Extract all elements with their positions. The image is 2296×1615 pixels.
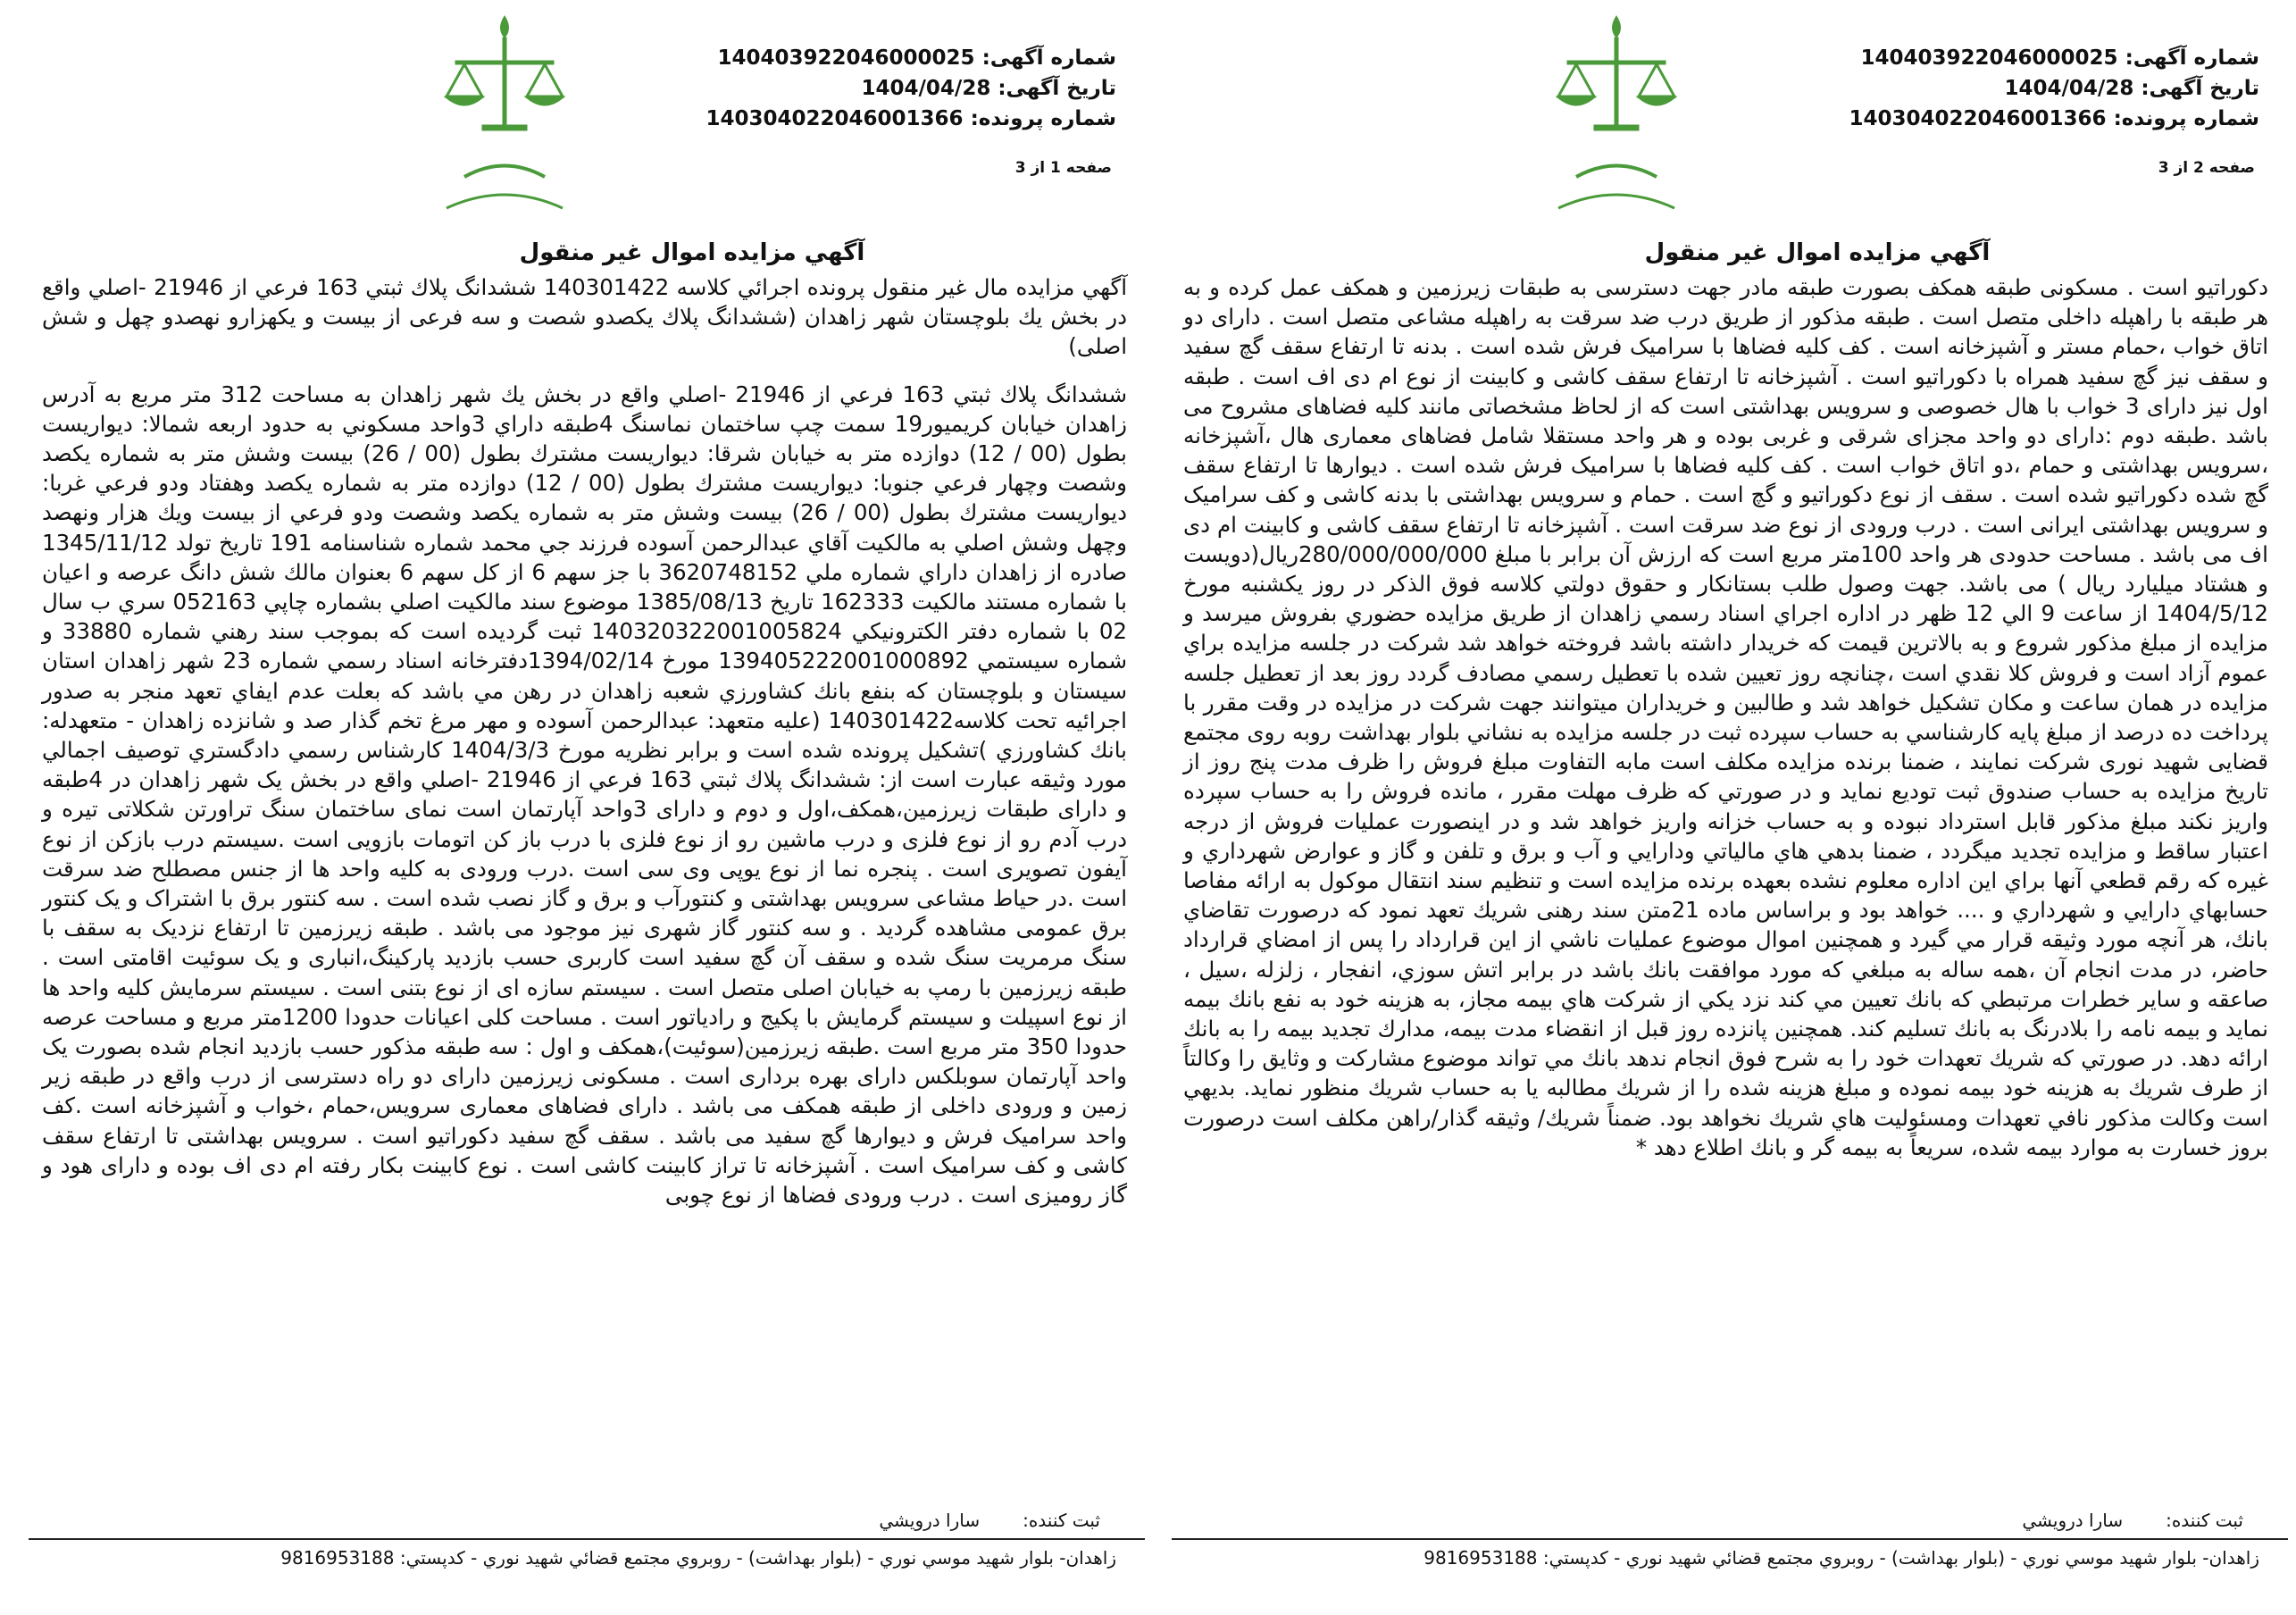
footer-divider <box>1172 1538 2288 1540</box>
header-meta: شماره آگهی: 140403922046000025 تاریخ آگهی: 1404/04/28 شماره پرونده: 140304022046001366 <box>1849 46 2259 130</box>
ad-number: 140403922046000025 <box>717 46 975 70</box>
ad-date: 1404/04/28 <box>2004 77 2134 100</box>
recorder-name: سارا درويشي <box>879 1510 981 1531</box>
ad-number: 140403922046000025 <box>1860 46 2118 70</box>
judiciary-emblem-icon <box>429 7 580 213</box>
page-title: آگهي مزايده اموال غير منقول <box>1644 239 1991 266</box>
case-number: 140304022046001366 <box>705 107 964 130</box>
header-meta: شماره آگهی: 140403922046000025 تاریخ آگهی: 1404/04/28 شماره پرونده: 140304022046001366 <box>705 46 1116 130</box>
continuation-paragraph: دكوراتيو است . مسكونى طبقه همكف بصورت طبقه مادر جهت دسترسى به طبقات زيرزمين و همكف عمل كرده و به هر طبقه با راهپله داخلى متصل است . طبقه مذكور از طريق درب ضد سرقت به راهپله مشاعى متصل است . داراى دو اتاق خواب ،حمام مستر و آشپزخانه است . كف كليه فضاها با سراميک فرش شده است . بدنه تا ارتفاع سقف گچ سفيد و سقف نيز گچ سفيد همراه با دكوراتيو است . آشپزخانه تا ارتفاع سقف كاشى و كابينت از نوع ام دى اف است . طبقه اول نيز داراى 3 خواب با هال خصوصى و سرويس بهداشتى است كه از لحاظ مشخصاتى مانند كليه فضاهاى مشروح مى باشد .طبقه دوم :داراى دو واحد مجزاى شرقى و غربى بوده و هر واحد مستقلا شامل فضاهاى معمارى هال ،آشپزخانه ،سرويس بهداشتى و حمام ،دو اتاق خواب است . كف كليه فضاها با سراميک فرش شده است . ديوارها تا ارتفاع سقف گچ شده دكوراتيو شده است . سقف از نوع دكوراتيو و گچ است . حمام و سرويس بهداشتى با بدنه كاشى و كف سراميک و سرويس بهداشتى ايرانى است . درب ورودى از نوع ضد سرقت است . آشپزخانه تا ارتفاع سقف كاشى و كابينت ام دى اف مى باشد . مساحت حدودى هر واحد 100متر مربع است كه ارزش آن برابر با مبلغ 280/000/000/000ريال(دويست و هشتاد ميليارد ريال ) مى باشد. جهت وصول طلب بستانكار و حقوق دولتي كلاسه فوق الذكر در روز يكشنبه مورخ 1404/5/12 از ساعت 9 الي 12 ظهر در اداره اجراي اسناد رسمي زاهدان از طريق مزايده حضوري بفروش ميرسد و مزايده از مبلغ مذكور شروع و به بالاترين قيمت كه خريدار داشته باشد فروخته خواهد شد شركت در جلسه مزايده براي عموم آزاد است و فروش كلا نقدي است ،چنانچه روز تعيين شده با تعطيل رسمي مصادف گردد روز بعد از تعطيل جلسه مزايده در همان ساعت و مكان تشكيل خواهد شد و طالبين و خريداران ميتوانند جهت شركت در مزايده در وقت مقرر با پرداخت ده درصد از مبلغ پايه كارشناسي به حساب سپرده ثبت در جلسه مزايده به نشاني بلوار بهداشت روبه روى مجتمع قضايى شهيد نورى شركت نمايند ، ضمنا برنده مزايده مكلف است مابه التفاوت مبلغ فروش را ظرف مدت پنج روز از تاريخ مزايده به حساب صندوق ثبت توديع نمايد و در صورتي كه ظرف مهلت مقرر ، مانده فروش را به حساب سپرده واريز نكند مبلغ مذكور قابل استرداد نبوده و به حساب خزانه واريز خواهد شد و در اينصورت عمليات فروش از درجه اعتبار ساقط و مزايده تجديد ميگردد ، ضمنا بدهي هاي مالياتي ودارايي و آب و برق و تلفن و گاز و عوارض شهرداري و غيره كه رقم قطعي آنها براي اين اداره معلوم نشده بعهده برنده مزايده است و تنظيم سند انتقال موكول به ارائه مفاصا حسابهاي دارايي و شهرداري و .... خواهد بود و براساس ماده 21متن سند رهنى شريك تعهد نمود كه درصورت تقاضاي بانك، هر آنچه مورد وثيقه قرار مي گيرد و همچنين اموال موضوع عمليات ناشي از اين قرارداد را پس از امضاي قرارداد حاضر، در مدت انجام آن ،همه ساله به مبلغي كه مورد موافقت بانك باشد در برابر اتش سوزي، انفجار ، زلزله ،سيل ، صاعقه و ساير خطرات مرتبطي كه بانك تعيين مي كند نزد يكي از شركت هاي بيمه مجاز، به هزينه خود به نفع بانك بيمه نمايد و بيمه نامه را بلادرنگ به بانك تسليم كند. همچنين پانزده روز قبل از انقضاء مدت بيمه، مدارك تجديد بيمه را به بانك ارائه دهد. در صورتي كه شريك تعهدات خود را به شرح فوق انجام ندهد بانك مي تواند موضوع مشاركت و وثايق را وكالتاً از طرف شريك به هزينه خود بيمه نموده و مبلغ هزينه شده را از شريك مطالبه يا به حساب شريك منظور نمايد. بديهي است وكالت مذكور نافي تعهدات ومسئوليت هاي شريك نخواهد بود. ضمناً شريك/ وثيقه گذار/راهن مكلف است درصورت بروز خسارت به موارد بيمه شده، سريعاً به بيمه گر و بانك اطلاع دهد * <box>1183 274 2268 1160</box>
judiciary-emblem-icon <box>1540 7 1692 213</box>
intro-paragraph: آگهي مزايده مال غير منقول پرونده اجرائي كلاسه 140301422 ششدانگ پلاك ثبتي 163 فرعي از 21946 -اصلي واقع در بخش يك بلوچستان شهر زاهدان (ششدانگ پلاك يكصدو شصت و سه فرعی از بيست و يكهزارو نهصدو چهل و شش اصلی) <box>42 274 1127 360</box>
description-paragraph: ششدانگ پلاك ثبتي 163 فرعي از 21946 -اصلي واقع در بخش يك شهر زاهدان به مساحت 312 متر مربع به آدرس زاهدان خيابان كريميور19 سمت چپ ساختمان نماسنگ 4طبقه داراي 3واحد مسكوني به حدود اربعه شمالا: ديواريست بطول (00 / 12) دوازده متر به خيابان شرقا: ديواريست مشترك بطول (00 / 26) بيست وشش متر به شماره يكصد وشصت وچهار فرعي جنوبا: ديواريست مشترك بطول (00 / 12) دوازده متر به شماره يكصد وهفتاد ودو فرعي غربا: ديواريست مشترك بطول (00 / 26) بيست وشش متر به شماره يكصد وشصت ودو فرعي از بيست ويك هزار ونهصد وچهل وشش اصلي به مالكيت آقاي عبدالرحمن آسوده فرزند جي محمد شماره شناسنامه 191 تاريخ تولد 1345/11/12 صادره از زاهدان داراي شماره ملي 3620748152 با جز سهم 6 از كل سهم 6 بعنوان مالك شش دانگ عرصه و اعيان با شماره مستند مالكيت 162333 تاريخ 1385/08/13 موضوع سند مالكيت اصلي بشماره چاپي 052163 سري ب سال 02 با شماره دفتر الكترونيكي 140320322001005824 ثبت گرديده است كه بموجب سند رهني شماره 33880 و شماره سيستمي 139405222001000892 مورخ 1394/02/14دفترخانه اسناد رسمي شماره 23 شهر زاهدان استان سيستان و بلوچستان كه بنفع بانك كشاورزي شعبه زاهدان در رهن مي باشد كه بعلت عدم ايفاي تعهد منجر به صدور اجرائيه تحت كلاسه140301422 (عليه متعهد: عبدالرحمن آسوده و مهر مرغ تخم گذار صد و شانزده زاهدان - متعهدله: بانك كشاورزي )تشكيل پرونده شده است و برابر نظريه مورخ 1404/3/3 كارشناس رسمي دادگستري توصيف اجمالي مورد وثيقه عبارت است از: ششدانگ پلاك ثبتي 163 فرعي از 21946 -اصلي واقع در بخش يک شهر زاهدان در 4طبقه و داراى طبقات زيرزمين،همكف،اول و دوم و داراى 3واحد آپارتمان است نماى ساختمان سنگ تراورتن شكلاتى تيره و درب آدم رو از نوع فلزى و درب ماشين رو از نوع فلزى با درب باز كن اتومات بازويى است .سيستم درب بازكن از نوع آيفون تصويرى است . پنجره نما از نوع يوپى وى سى است .درب ورودى به كليه واحد ها از جنس مصطلح ضد سرقت است .در حياط مشاعى سرويس بهداشتى و كنتورآب و برق و گاز نصب شده است . سه كنتور برق با اشتراک و يک كنتور برق عمومى مشاهده گرديد . و سه كنتور گاز شهرى نيز موجود مى باشد . طبقه زيرزمين تا ارتفاع نزديک به سقف با سنگ مرمريت سنگ شده و سقف آن گچ سفيد است كاربرى حسب بازديد پاركينگ،انبارى و يک سوئيت اقامتى است . طبقه زيرزمين با رمپ به خيابان اصلى متصل است . سيستم سازه اى از نوع بتنى است . سيستم سرمايش كليه واحد ها از نوع اسپيلت و سيستم گرمايش با پكيج و رادياتور است . مساحت كلى اعيانات حدودا 1200متر مربع و مساحت عرصه حدودا 350 متر مربع است .طبقه زيرزمين(سوئيت)،همكف و اول : سه طبقه مذكور حسب بازديد انجام شده بصورت يک واحد آپارتمان سوبلكس داراى بهره بردارى است . مسكونى زيرزمين داراى دو راه دسترسى از درب واقع در طبقه زير زمين و ورودى داخلى از طبقه همكف مى باشد . داراى فضاهاى معمارى سرويس،حمام ،خواب و آشپزخانه است .كف واحد سراميک فرش و ديوارها گچ سفيد مى باشد . سقف گچ سفيد دكوراتيو است . سرويس بهداشتى تا ارتفاع سقف كاشى و كف سراميک است . آشپزخانه تا تراز كابينت كاشى است . نوع كابينت بكار رفته ام دى اف بوده و داراى هود و گاز روميزى است . درب ورودى فضاها از نوع چوبى <box>42 381 1128 1209</box>
recorder: ثبت کننده:سارا درويشي <box>879 1510 1100 1531</box>
footer-divider <box>29 1538 1145 1540</box>
page-2 <box>1161 0 2295 1615</box>
page-1 <box>18 0 1152 1615</box>
case-number: 140304022046001366 <box>1849 107 2107 130</box>
page-number: صفحه 2 از 3 <box>2158 159 2255 177</box>
ad-date: 1404/04/28 <box>861 77 991 100</box>
recorder: ثبت کننده:سارا درويشي <box>2022 1510 2243 1531</box>
page-title: آگهي مزايده اموال غير منقول <box>519 239 865 266</box>
footer-address: زاهدان- بلوار شهيد موسي نوري - (بلوار بهداشت) - روبروي مجتمع قضائي شهيد نوري - كدپستي: 9816953188 <box>280 1547 1116 1569</box>
announcement-body <box>1183 272 2268 1162</box>
page-number: صفحه 1 از 3 <box>1014 159 1112 177</box>
recorder-name: سارا درويشي <box>2022 1510 2124 1531</box>
footer-address: زاهدان- بلوار شهيد موسي نوري - (بلوار بهداشت) - روبروي مجتمع قضائي شهيد نوري - كدپستي: 9816953188 <box>1424 1547 2259 1569</box>
announcement-body <box>42 272 1127 1209</box>
